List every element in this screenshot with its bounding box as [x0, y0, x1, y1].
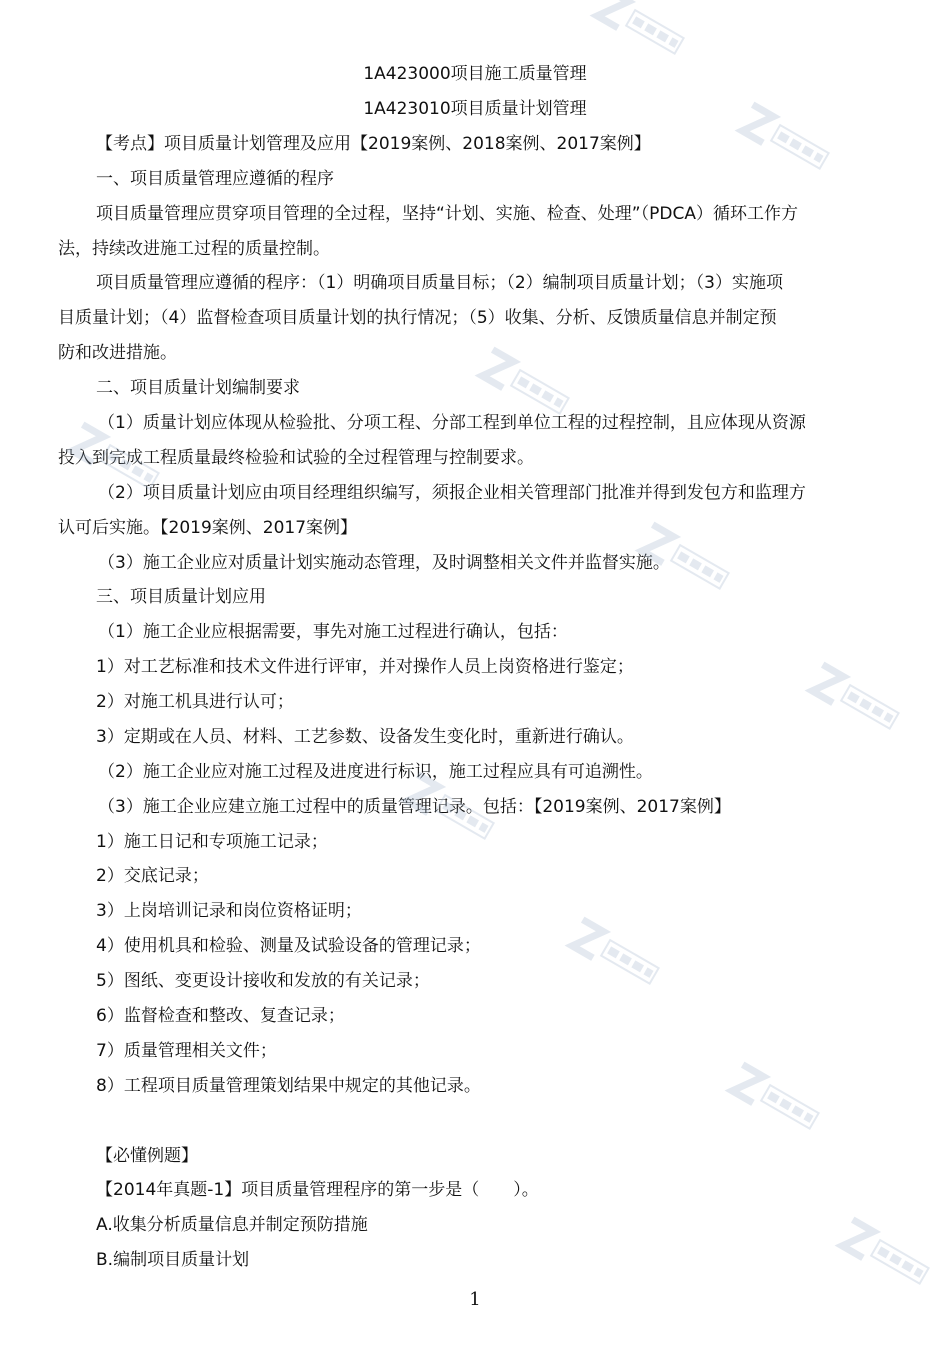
paragraph-line: 目质量计划；（4）监督检查项目质量计划的执行情况；（5）收集、分析、反馈质量信息并制定预: [58, 308, 777, 328]
list-item: 3）定期或在人员、材料、工艺参数、设备发生变化时，重新进行确认。: [96, 727, 634, 747]
list-item: 6）监督检查和整改、复查记录；: [96, 1006, 345, 1026]
section-title: 1A423010项目质量计划管理: [363, 99, 587, 119]
paragraph-line: 项目质量管理应遵循的程序：（1）明确项目质量目标；（2）编制项目质量计划；（3）实施项: [96, 273, 783, 293]
heading-2: 二、项目质量计划编制要求: [96, 378, 300, 398]
paragraph-line: （3）施工企业应建立施工过程中的质量管理记录。包括：【2019案例、2017案例】: [98, 797, 731, 817]
list-item: 2）交底记录；: [96, 866, 209, 886]
paragraph-line: 投入到完成工程质量最终检验和试验的全过程管理与控制要求。: [58, 448, 534, 468]
option-b: B.编制项目质量计划: [96, 1250, 250, 1270]
list-item: 4）使用机具和检验、测量及试验设备的管理记录；: [96, 936, 481, 956]
list-item: 2）对施工机具进行认可；: [96, 692, 294, 712]
paragraph-line: 项目质量管理应贯穿项目管理的全过程，坚持“计划、实施、检查、处理”（PDCA）循环工作方: [96, 204, 798, 224]
paragraph-line: （2）项目质量计划应由项目经理组织编写，须报企业相关管理部门批准并得到发包方和监理方: [98, 483, 806, 503]
heading-1: 一、项目质量管理应遵循的程序: [96, 169, 334, 189]
list-item: 5）图纸、变更设计接收和发放的有关记录；: [96, 971, 430, 991]
list-item: 7）质量管理相关文件；: [96, 1041, 277, 1061]
option-a: A.收集分析质量信息并制定预防措施: [96, 1215, 368, 1235]
list-item: 1）施工日记和专项施工记录；: [96, 832, 328, 852]
chapter-title: 1A423000项目施工质量管理: [363, 64, 587, 84]
example-heading: 【必懂例题】: [96, 1146, 198, 1166]
heading-3: 三、项目质量计划应用: [96, 587, 266, 607]
list-item: 3）上岗培训记录和岗位资格证明；: [96, 901, 362, 921]
paragraph-line: （3）施工企业应对质量计划实施动态管理，及时调整相关文件并监督实施。: [98, 553, 670, 573]
key-point-heading: 【考点】项目质量计划管理及应用【2019案例、2018案例、2017案例】: [96, 134, 651, 154]
paragraph-line: （1）质量计划应体现从检验批、分项工程、分部工程到单位工程的过程控制，且应体现从资源: [98, 413, 806, 433]
paragraph-line: （1）施工企业应根据需要，事先对施工过程进行确认，包括：: [98, 622, 568, 642]
page-number: 1: [469, 1289, 481, 1310]
paragraph-line: 防和改进措施。: [58, 343, 177, 363]
paragraph-line: 认可后实施。【2019案例、2017案例】: [58, 518, 358, 538]
question-text: 【2014年真题-1】项目质量管理程序的第一步是（ ）。: [96, 1180, 539, 1200]
list-item: 1）对工艺标准和技术文件进行评审，并对操作人员上岗资格进行鉴定；: [96, 657, 634, 677]
paragraph-line: 法，持续改进施工过程的质量控制。: [58, 239, 330, 259]
list-item: 8）工程项目质量管理策划结果中规定的其他记录。: [96, 1076, 481, 1096]
paragraph-line: （2）施工企业应对施工过程及进度进行标识，施工过程应具有可追溯性。: [98, 762, 653, 782]
